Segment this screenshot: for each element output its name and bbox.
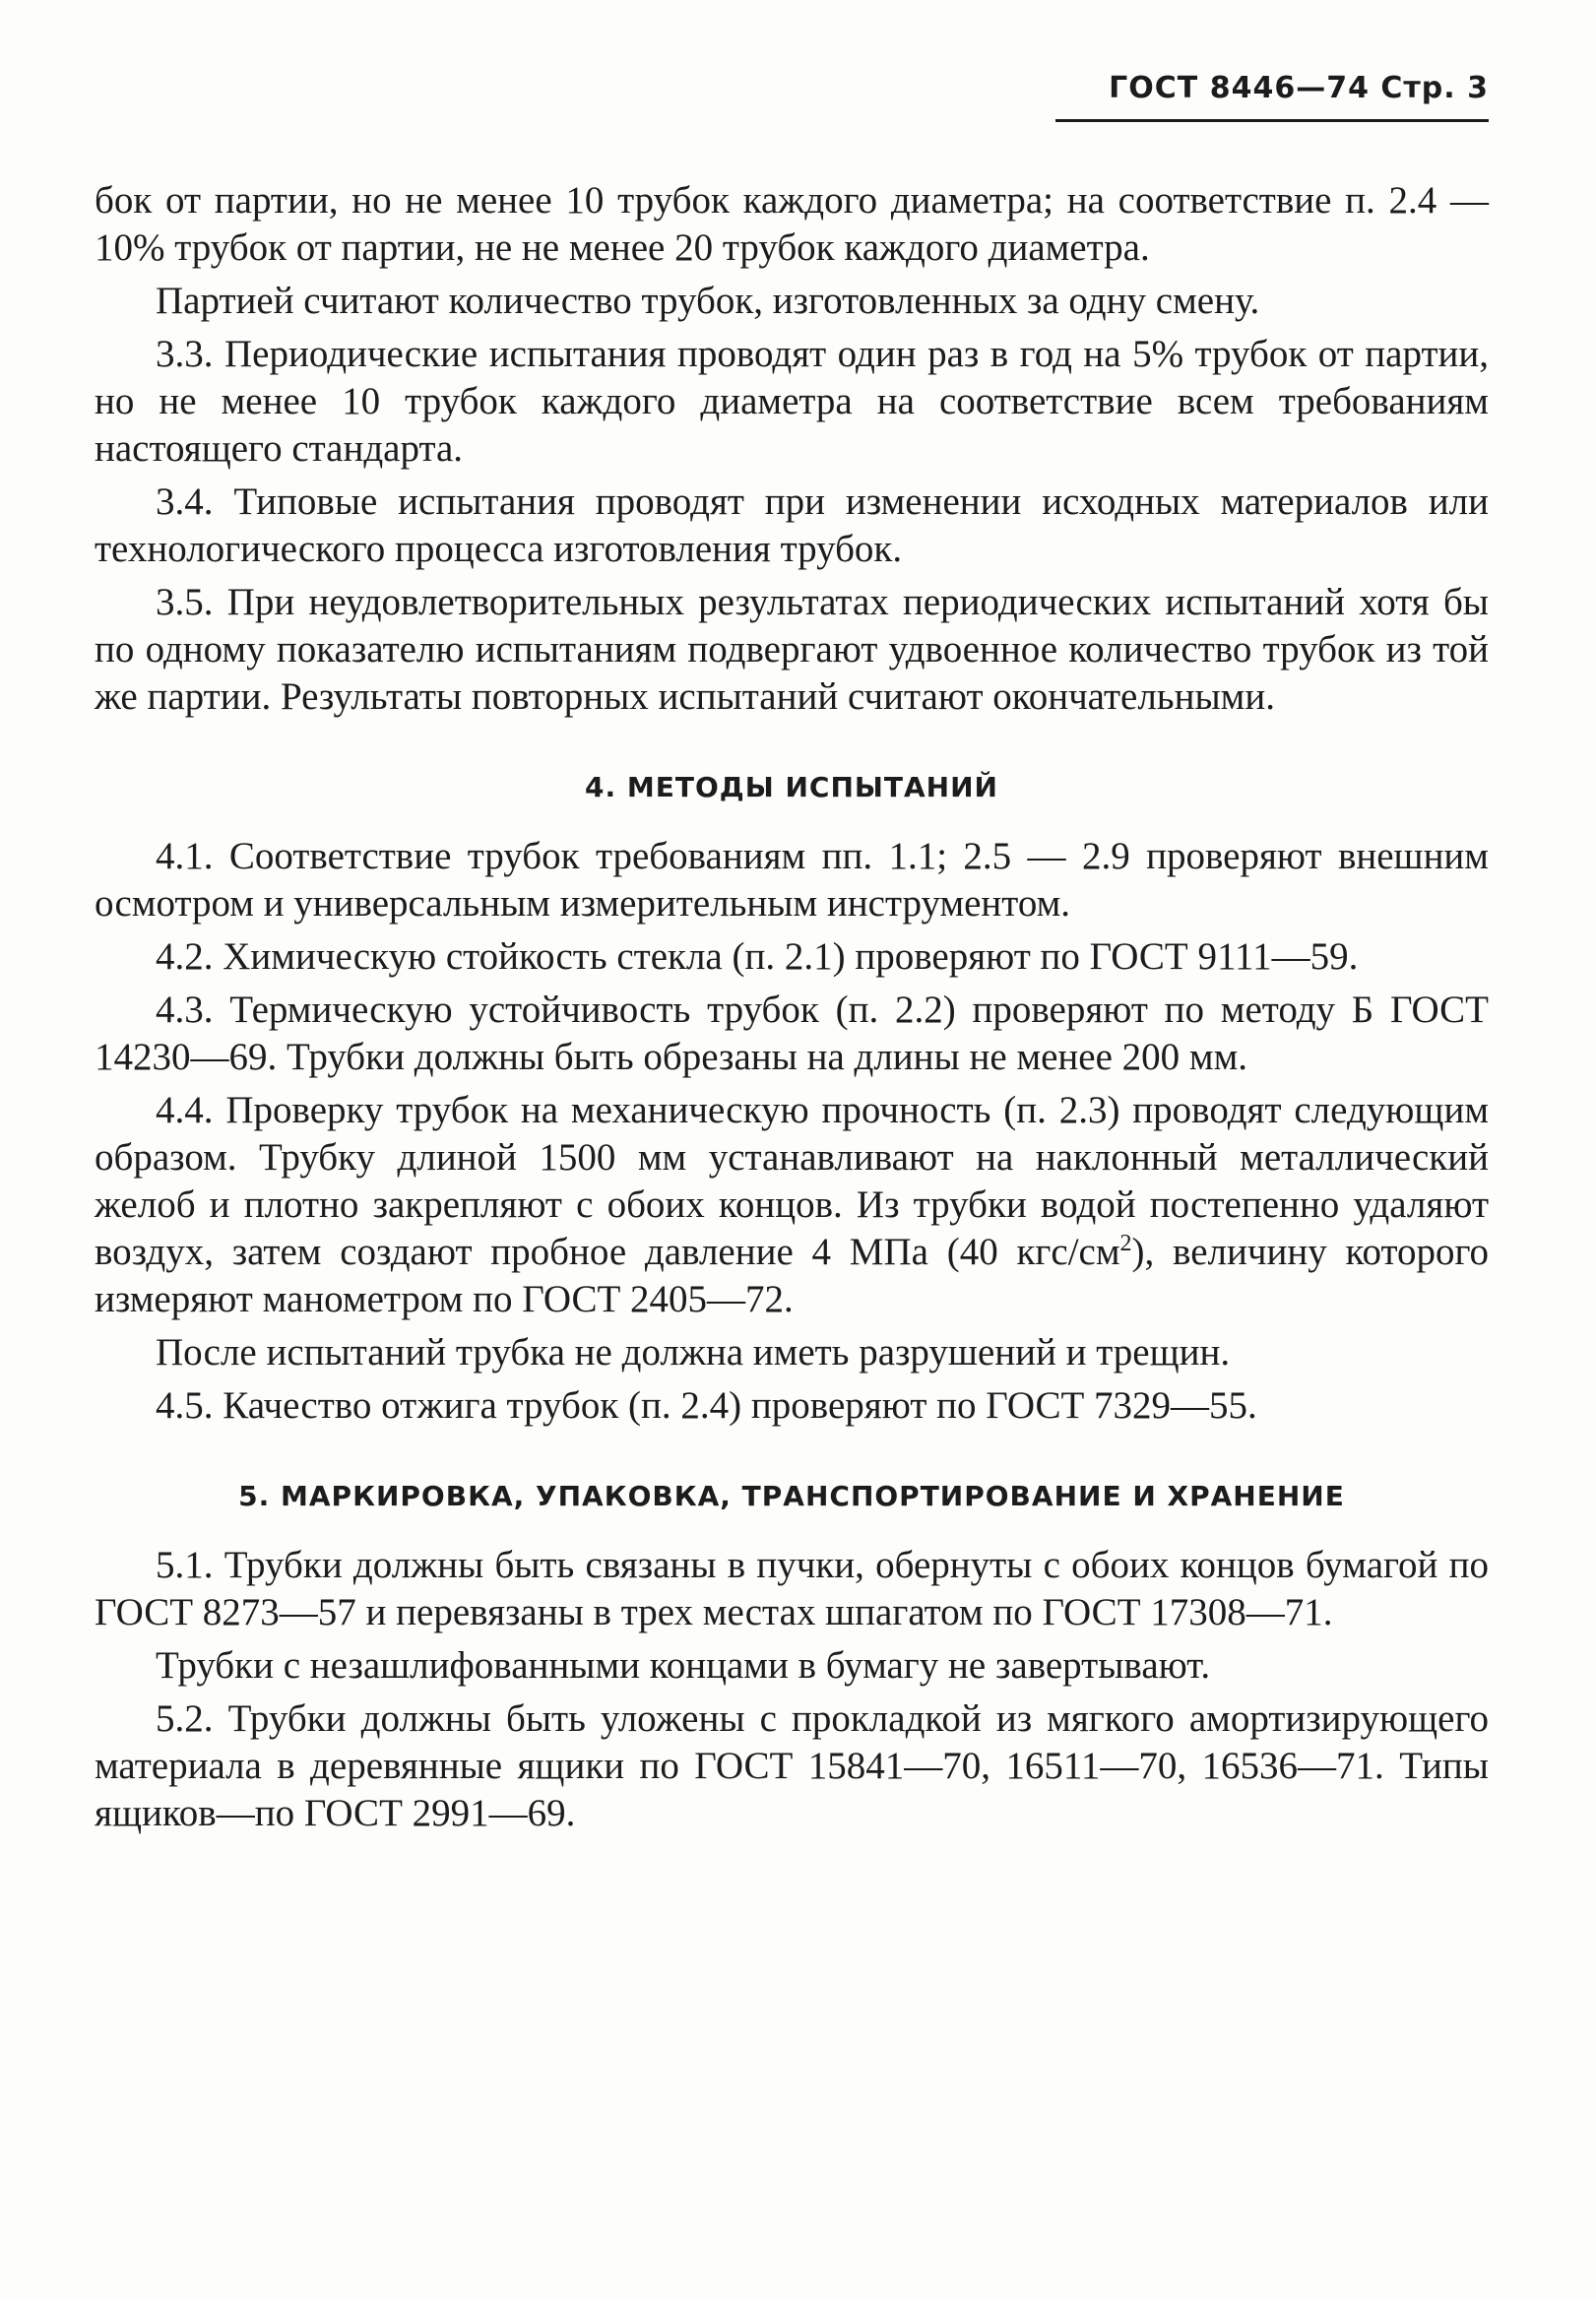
paragraph-3-2-continued: бок от партии, но не менее 10 трубок каждого диаметра; на соответствие п. 2.4 — 10% трубок от партии, не не менее 20 трубок каждого диаметра.	[95, 179, 1489, 269]
paragraph-4-2: 4.2. Химическую стойкость стекла (п. 2.1) проверяют по ГОСТ 9111—59.	[156, 935, 1359, 978]
paragraph-4-4	[95, 1087, 1489, 1323]
paragraph-after-testing: После испытаний трубка не должна иметь разрушений и трещин.	[156, 1331, 1231, 1374]
paragraph-4-5: 4.5. Качество отжига трубок (п. 2.4) проверяют по ГОСТ 7329—55.	[156, 1384, 1257, 1427]
paragraph-3-5: 3.5. При неудовлетворительных результатах периодических испытаний хотя бы по одному показателю испытаниям подвергают удвоенное количество трубок из той же партии. Результаты повторных испытаний считают окончательными.	[95, 581, 1489, 718]
paragraph-4-3: 4.3. Термическую устойчивость трубок (п. 2.2) проверяют по методу Б ГОСТ 14230—69. Трубки должны быть обрезаны на длины не менее 200 мм.	[95, 989, 1489, 1078]
document-body	[95, 177, 1489, 1843]
paragraph-4-4-text-end: ), величину которого измеряют манометром по ГОСТ 2405—72.	[95, 1231, 1489, 1320]
paragraph-5-2: 5.2. Трубки должны быть уложены с прокладкой из мягкого амортизирующего материала в деревянные ящики по ГОСТ 15841—70, 16511—70, 16536—71. Типы ящиков—по ГОСТ 2991—69.	[95, 1697, 1489, 1834]
paragraph-unground-ends: Трубки с незашлифованными концами в бумагу не завертывают.	[156, 1644, 1211, 1687]
paragraph-5-1: 5.1. Трубки должны быть связаны в пучки, обернуты с обоих концов бумагой по ГОСТ 8273—57 и перевязаны в трех местах шпагатом по ГОСТ 17308—71.	[95, 1544, 1489, 1633]
paragraph-3-3: 3.3. Периодические испытания проводят один раз в год на 5% трубок от партии, но не менее 10 трубок каждого диаметра на соответствие всем требованиям настоящего стандарта.	[95, 333, 1489, 470]
paragraph-3-4: 3.4. Типовые испытания проводят при изменении исходных материалов или технологического процесса изготовления трубок.	[95, 480, 1489, 570]
paragraph-4-4-text-start: 4.4. Проверку трубок на механическую прочность (п. 2.3) проводят следующим образом. Трубку длиной 1500 мм устанавливают на наклонный металлический желоб и плотно закрепляют с обоих концов. Из трубки водой постепенно удаляют воздух, затем создают пробное давление 4 МПа (40 кгс/см	[95, 1089, 1489, 1273]
section-5-heading: 5. МАРКИРОВКА, УПАКОВКА, ТРАНСПОРТИРОВАНИЕ И ХРАНЕНИЕ	[238, 1480, 1345, 1512]
page-header: ГОСТ 8446—74 Стр. 3	[1055, 71, 1489, 122]
paragraph-batch-definition: Партией считают количество трубок, изготовленных за одну смену.	[156, 280, 1260, 322]
superscript-2: 2	[1119, 1231, 1132, 1256]
paragraph-4-1: 4.1. Соответствие трубок требованиям пп. 1.1; 2.5 — 2.9 проверяют внешним осмотром и универсальным измерительным инструментом.	[95, 835, 1489, 925]
section-4-heading: 4. МЕТОДЫ ИСПЫТАНИЙ	[585, 771, 998, 803]
